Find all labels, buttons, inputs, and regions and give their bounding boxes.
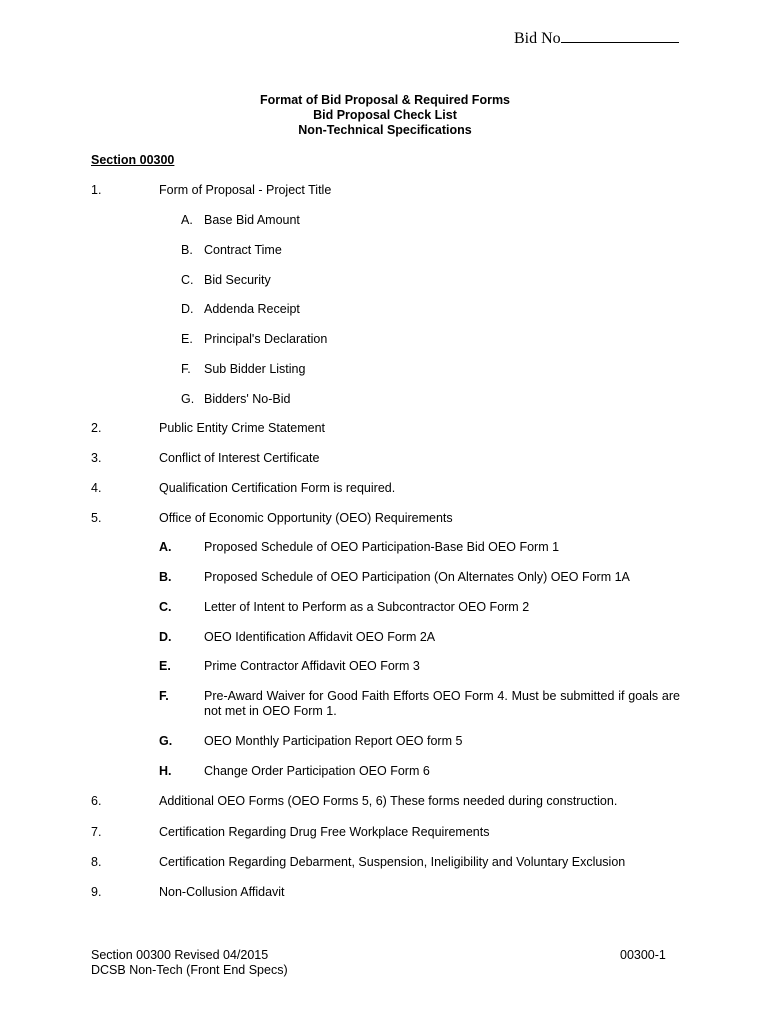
oeo-item-text: OEO Identification Affidavit OEO Form 2A [204, 630, 436, 644]
sub-item-text: Bid Security [204, 273, 271, 287]
document-title-block [0, 93, 770, 138]
footer-document-name: DCSB Non-Tech (Front End Specs) [91, 963, 288, 977]
item-text: Public Entity Crime Statement [159, 421, 326, 435]
item-number: 7. [91, 825, 102, 839]
oeo-item-text: OEO Monthly Participation Report OEO form 5 [204, 734, 463, 748]
item-text: Certification Regarding Drug Free Workplace Requirements [159, 825, 490, 839]
oeo-item-text: Proposed Schedule of OEO Participation (On Alternates Only) OEO Form 1A [204, 570, 630, 584]
item-text: Additional OEO Forms (OEO Forms 5, 6) These forms needed during construction. [159, 794, 618, 808]
bid-number-blank-line [561, 28, 679, 43]
oeo-item-text: Pre-Award Waiver for Good Faith Efforts OEO Form 4. Must be submitted if goals are not met in OEO Form 1. [204, 689, 680, 718]
sub-item-letter: D. [181, 302, 194, 316]
sub-item-letter: F. [181, 362, 191, 376]
sub-item-letter: E. [181, 332, 193, 346]
sub-item-text: Sub Bidder Listing [204, 362, 306, 376]
oeo-item-text: Letter of Intent to Perform as a Subcontractor OEO Form 2 [204, 600, 530, 614]
sub-item-letter: G. [181, 392, 195, 406]
oeo-item-letter: H. [159, 764, 172, 778]
item-text: Non-Collusion Affidavit [159, 885, 285, 899]
oeo-item-letter: G. [159, 734, 173, 748]
sub-item-text: Base Bid Amount [204, 213, 300, 227]
document-subtitle-2: Non-Technical Specifications [298, 123, 472, 137]
oeo-item-letter: C. [159, 600, 172, 614]
sub-item-letter: C. [181, 273, 194, 287]
oeo-item-text: Change Order Participation OEO Form 6 [204, 764, 430, 778]
item-number: 6. [91, 794, 102, 808]
footer-revision [91, 948, 288, 978]
sub-item-text: Contract Time [204, 243, 282, 257]
oeo-item-text: Proposed Schedule of OEO Participation-Base Bid OEO Form 1 [204, 540, 560, 554]
oeo-item-letter: B. [159, 570, 172, 584]
item-text: Qualification Certification Form is required. [159, 481, 396, 495]
oeo-item-letter: F. [159, 689, 169, 703]
bid-number-field [514, 28, 679, 48]
oeo-item-text: Prime Contractor Affidavit OEO Form 3 [204, 659, 420, 673]
sub-item-text: Addenda Receipt [204, 302, 300, 316]
item-text: Form of Proposal - Project Title [159, 183, 332, 197]
item-text: Certification Regarding Debarment, Suspension, Ineligibility and Voluntary Exclusion [159, 855, 626, 869]
item-text: Conflict of Interest Certificate [159, 451, 320, 465]
sub-item-text: Principal's Declaration [204, 332, 328, 346]
page-number: 00300-1 [620, 948, 666, 962]
item-text: Office of Economic Opportunity (OEO) Requirements [159, 511, 453, 525]
oeo-item-letter: A. [159, 540, 172, 554]
item-number: 5. [91, 511, 102, 525]
sub-item-letter: B. [181, 243, 193, 257]
document-title: Format of Bid Proposal & Required Forms [259, 93, 511, 107]
oeo-item-letter: E. [159, 659, 171, 673]
item-number: 4. [91, 481, 102, 495]
item-number: 9. [91, 885, 102, 899]
item-number: 1. [91, 183, 102, 197]
bid-number-label: Bid No [514, 30, 561, 47]
item-number: 2. [91, 421, 102, 435]
sub-item-text: Bidders' No-Bid [204, 392, 291, 406]
section-heading: Section 00300 [91, 153, 175, 167]
item-number: 8. [91, 855, 102, 869]
footer-revision-line: Section 00300 Revised 04/2015 [91, 948, 269, 962]
oeo-item-letter: D. [159, 630, 172, 644]
document-subtitle: Bid Proposal Check List [313, 108, 457, 122]
item-number: 3. [91, 451, 102, 465]
sub-item-letter: A. [181, 213, 193, 227]
